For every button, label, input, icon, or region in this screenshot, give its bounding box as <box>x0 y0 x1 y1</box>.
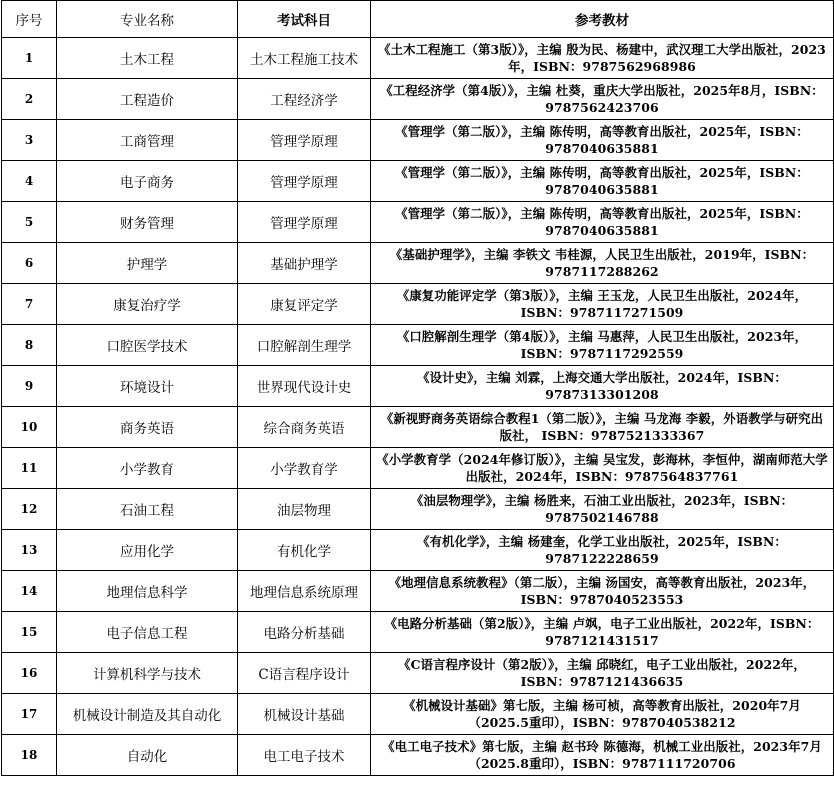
table-row <box>2 284 834 325</box>
reference-textbook: 《管理学（第二版）》，主编 陈传明，高等教育出版社，2025年，ISBN：9787040635881 <box>371 161 834 202</box>
exam-subject: 管理学原理 <box>238 161 371 202</box>
row-index: 5 <box>2 202 57 243</box>
header-index: 序号 <box>2 1 57 38</box>
table-header <box>2 1 834 38</box>
major-name: 护理学 <box>57 243 238 284</box>
table-row <box>2 489 834 530</box>
table-row <box>2 653 834 694</box>
major-name: 康复治疗学 <box>57 284 238 325</box>
reference-textbook: 《电路分析基础（第2版）》，主编 卢飒，电子工业出版社，2022年，ISBN：9787121431517 <box>371 612 834 653</box>
major-name: 财务管理 <box>57 202 238 243</box>
major-name: 地理信息科学 <box>57 571 238 612</box>
table-row <box>2 325 834 366</box>
reference-textbook: 《机械设计基础》第七版，主编 杨可桢，高等教育出版社，2020年7月（2025.5重印），ISBN：9787040538212 <box>371 694 834 735</box>
table-row <box>2 571 834 612</box>
major-name: 石油工程 <box>57 489 238 530</box>
row-index: 2 <box>2 79 57 120</box>
exam-subject: 管理学原理 <box>238 120 371 161</box>
table-row <box>2 735 834 776</box>
major-name: 自动化 <box>57 735 238 776</box>
row-index: 12 <box>2 489 57 530</box>
major-name: 电子商务 <box>57 161 238 202</box>
major-name: 小学教育 <box>57 448 238 489</box>
row-index: 18 <box>2 735 57 776</box>
row-index: 9 <box>2 366 57 407</box>
exam-subject: 油层物理 <box>238 489 371 530</box>
row-index: 1 <box>2 38 57 79</box>
table-row <box>2 694 834 735</box>
exam-subject: 管理学原理 <box>238 202 371 243</box>
table-row <box>2 448 834 489</box>
reference-textbook: 《管理学（第二版）》，主编 陈传明，高等教育出版社，2025年，ISBN：9787040635881 <box>371 202 834 243</box>
exam-subject: C语言程序设计 <box>238 653 371 694</box>
row-index: 13 <box>2 530 57 571</box>
row-index: 16 <box>2 653 57 694</box>
exam-subject: 康复评定学 <box>238 284 371 325</box>
row-index: 15 <box>2 612 57 653</box>
exam-subject: 地理信息系统原理 <box>238 571 371 612</box>
exam-subject: 有机化学 <box>238 530 371 571</box>
reference-textbook: 《新视野商务英语综合教程1（第二版）》，主编 马龙海 李毅，外语教学与研究出版社， ISBN：9787521333367 <box>371 407 834 448</box>
reference-textbook: 《管理学（第二版）》，主编 陈传明，高等教育出版社，2025年，ISBN：9787040635881 <box>371 120 834 161</box>
reference-textbook: 《基础护理学》，主编 李铁文 韦桂源，人民卫生出版社，2019年，ISBN：9787117288262 <box>371 243 834 284</box>
exam-subject: 基础护理学 <box>238 243 371 284</box>
table-row <box>2 161 834 202</box>
table-row <box>2 79 834 120</box>
reference-textbook: 《电工电子技术》第七版，主编 赵书玲 陈德海，机械工业出版社，2023年7月（2025.8重印），ISBN：9787111720706 <box>371 735 834 776</box>
reference-textbook: 《有机化学》，主编 杨建奎，化学工业出版社，2025年，ISBN：9787122228659 <box>371 530 834 571</box>
reference-textbook: 《油层物理学》，主编 杨胜来，石油工业出版社，2023年，ISBN：9787502146788 <box>371 489 834 530</box>
exam-subject: 口腔解剖生理学 <box>238 325 371 366</box>
exam-subject: 世界现代设计史 <box>238 366 371 407</box>
exam-reference-table <box>1 0 834 776</box>
table-row <box>2 38 834 79</box>
reference-textbook: 《康复功能评定学（第3版）》，主编 王玉龙，人民卫生出版社，2024年，ISBN：9787117271509 <box>371 284 834 325</box>
header-major: 专业名称 <box>57 1 238 38</box>
table-row <box>2 202 834 243</box>
row-index: 8 <box>2 325 57 366</box>
major-name: 土木工程 <box>57 38 238 79</box>
major-name: 机械设计制造及其自动化 <box>57 694 238 735</box>
header-row <box>2 1 834 38</box>
header-textbook: 参考教材 <box>371 1 834 38</box>
exam-subject: 工程经济学 <box>238 79 371 120</box>
exam-subject: 土木工程施工技术 <box>238 38 371 79</box>
reference-textbook: 《小学教育学（2024年修订版）》，主编 吴宝发，彭海林，李恒仲，湖南师范大学出版社，2024年，ISBN：9787564837761 <box>371 448 834 489</box>
major-name: 电子信息工程 <box>57 612 238 653</box>
reference-textbook: 《C语言程序设计（第2版）》，主编 邱晓红，电子工业出版社，2022年，ISBN：9787121436635 <box>371 653 834 694</box>
row-index: 7 <box>2 284 57 325</box>
table-row <box>2 530 834 571</box>
exam-subject: 电工电子技术 <box>238 735 371 776</box>
reference-textbook: 《口腔解剖生理学（第4版）》，主编 马惠萍，人民卫生出版社，2023年，ISBN：9787117292559 <box>371 325 834 366</box>
major-name: 环境设计 <box>57 366 238 407</box>
exam-subject: 小学教育学 <box>238 448 371 489</box>
row-index: 17 <box>2 694 57 735</box>
table-body <box>2 38 834 776</box>
major-name: 口腔医学技术 <box>57 325 238 366</box>
row-index: 3 <box>2 120 57 161</box>
table-row <box>2 366 834 407</box>
table-row <box>2 612 834 653</box>
row-index: 10 <box>2 407 57 448</box>
table-row <box>2 120 834 161</box>
major-name: 计算机科学与技术 <box>57 653 238 694</box>
exam-subject: 电路分析基础 <box>238 612 371 653</box>
major-name: 工商管理 <box>57 120 238 161</box>
row-index: 14 <box>2 571 57 612</box>
reference-textbook: 《工程经济学（第4版）》，主编 杜葵，重庆大学出版社，2025年8月，ISBN：9787562423706 <box>371 79 834 120</box>
major-name: 商务英语 <box>57 407 238 448</box>
table-row <box>2 407 834 448</box>
reference-textbook: 《设计史》，主编 刘霖，上海交通大学出版社，2024年，ISBN：9787313301208 <box>371 366 834 407</box>
reference-textbook: 《地理信息系统教程》（第二版），主编 汤国安，高等教育出版社，2023年，ISBN：9787040523553 <box>371 571 834 612</box>
reference-textbook: 《土木工程施工（第3版）》，主编 殷为民、杨建中，武汉理工大学出版社，2023年，ISBN：9787562968986 <box>371 38 834 79</box>
table-row <box>2 243 834 284</box>
exam-subject: 综合商务英语 <box>238 407 371 448</box>
row-index: 6 <box>2 243 57 284</box>
row-index: 4 <box>2 161 57 202</box>
major-name: 应用化学 <box>57 530 238 571</box>
header-subject: 考试科目 <box>238 1 371 38</box>
exam-subject: 机械设计基础 <box>238 694 371 735</box>
row-index: 11 <box>2 448 57 489</box>
major-name: 工程造价 <box>57 79 238 120</box>
